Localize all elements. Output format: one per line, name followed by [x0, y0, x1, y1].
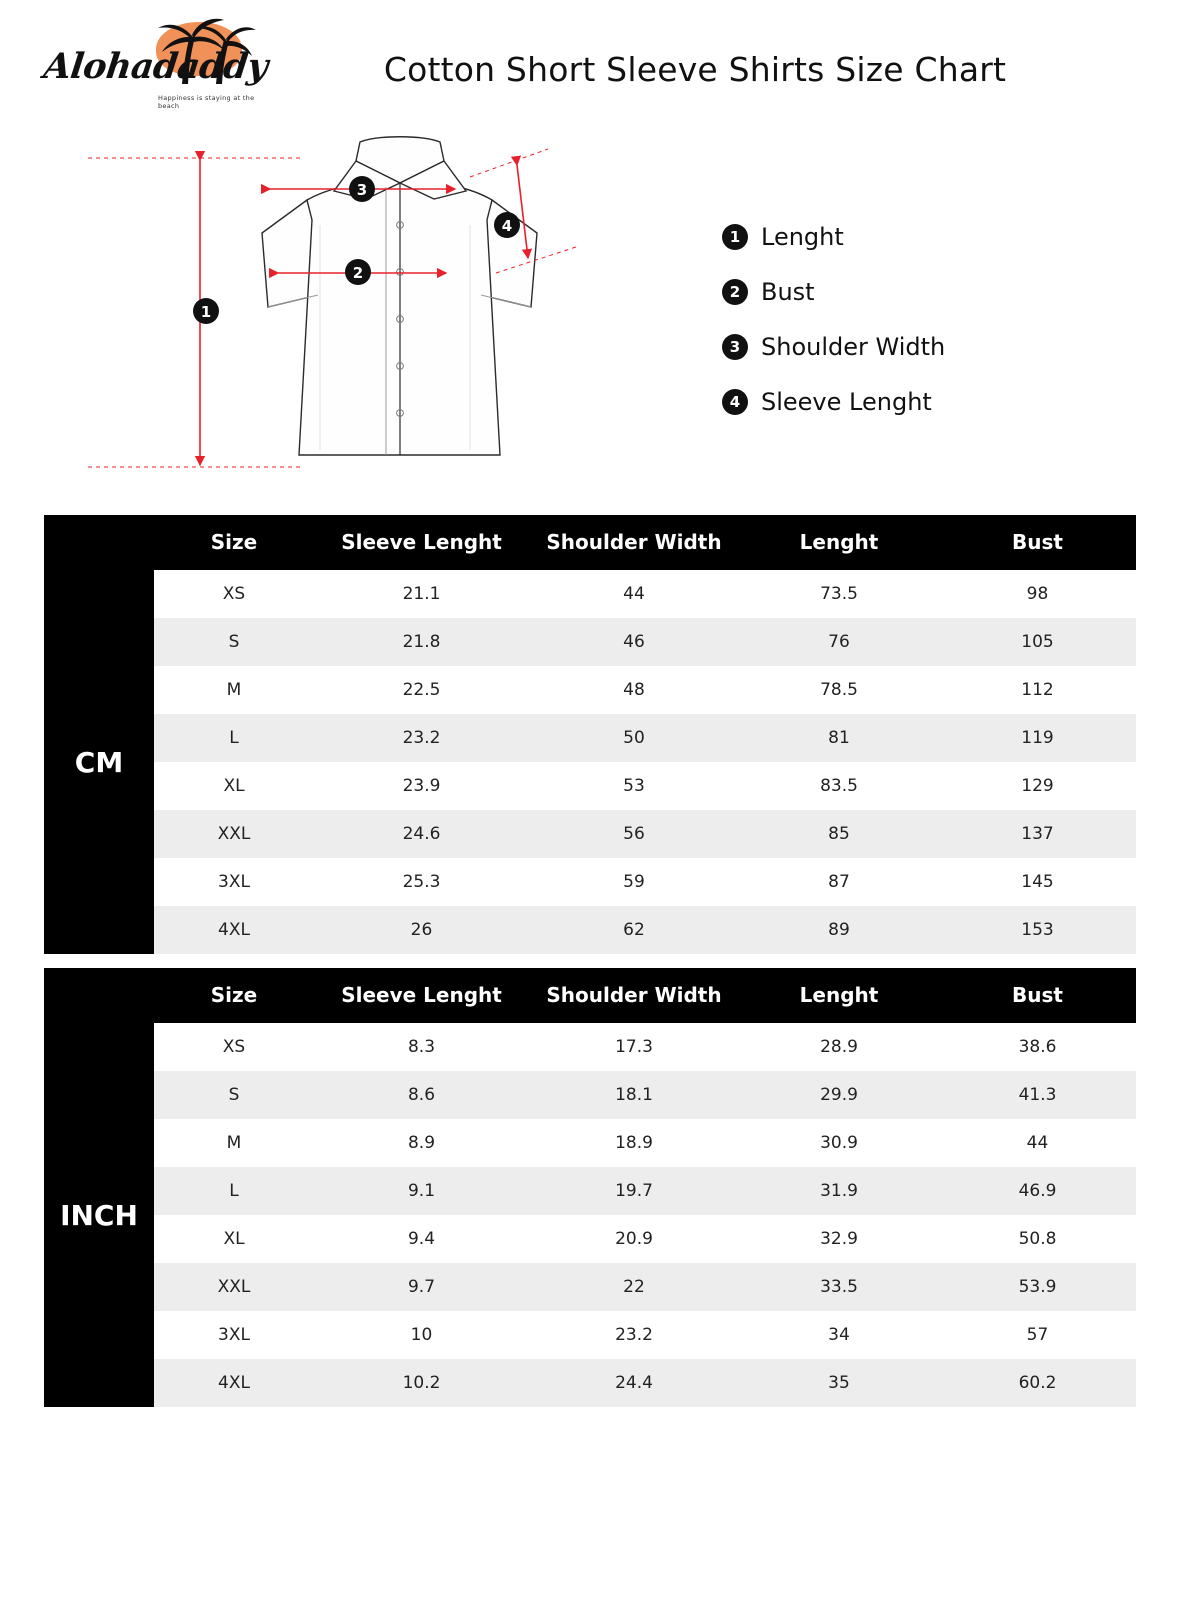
cell-lenght: 87 [739, 858, 939, 906]
cell-bust: 60.2 [939, 1359, 1136, 1407]
cell-lenght: 81 [739, 714, 939, 762]
cell-size: 4XL [154, 906, 314, 954]
cell-size: M [154, 666, 314, 714]
cell-bust: 112 [939, 666, 1136, 714]
table-row [44, 858, 1136, 906]
cell-lenght: 73.5 [739, 570, 939, 618]
cell-shoulder: 50 [529, 714, 739, 762]
cell-shoulder: 19.7 [529, 1167, 739, 1215]
col-lenght: Lenght [739, 968, 939, 1023]
brand-name: Alohadaddy [41, 46, 270, 87]
cell-bust: 119 [939, 714, 1136, 762]
cell-size: S [154, 618, 314, 666]
table-row [44, 1167, 1136, 1215]
cell-bust: 98 [939, 570, 1136, 618]
table-row [44, 714, 1136, 762]
cell-size: XS [154, 570, 314, 618]
shirt-illustration [0, 125, 720, 515]
cell-lenght: 33.5 [739, 1263, 939, 1311]
legend-label-shoulder-width: Shoulder Width [761, 333, 946, 361]
measurement-diagram [0, 125, 1200, 515]
table-row [44, 570, 1136, 618]
cell-sleeve: 23.9 [314, 762, 529, 810]
cell-lenght: 76 [739, 618, 939, 666]
col-sleeve-lenght: Sleeve Lenght [314, 968, 529, 1023]
cell-lenght: 83.5 [739, 762, 939, 810]
cell-shoulder: 62 [529, 906, 739, 954]
cell-size: XXL [154, 1263, 314, 1311]
legend-item-bust [722, 278, 945, 306]
unit-header-spacer [44, 968, 154, 1023]
cell-lenght: 85 [739, 810, 939, 858]
size-table-cm [44, 515, 1156, 954]
col-shoulder-width: Shoulder Width [529, 515, 739, 570]
cell-bust: 105 [939, 618, 1136, 666]
cell-lenght: 34 [739, 1311, 939, 1359]
cell-sleeve: 10.2 [314, 1359, 529, 1407]
cell-bust: 38.6 [939, 1023, 1136, 1071]
legend-item-lenght [722, 223, 945, 251]
cell-size: XL [154, 1215, 314, 1263]
cell-sleeve: 9.1 [314, 1167, 529, 1215]
badge-2: 2 [722, 279, 748, 305]
cell-sleeve: 25.3 [314, 858, 529, 906]
table-row [44, 1263, 1136, 1311]
cell-size: S [154, 1071, 314, 1119]
cell-bust: 41.3 [939, 1071, 1136, 1119]
page-header [0, 0, 1200, 125]
cell-sleeve: 23.2 [314, 714, 529, 762]
cell-lenght: 31.9 [739, 1167, 939, 1215]
cell-size: 4XL [154, 1359, 314, 1407]
table-row [44, 1215, 1136, 1263]
cell-sleeve: 9.4 [314, 1215, 529, 1263]
cell-size: L [154, 714, 314, 762]
page-title: Cotton Short Sleeve Shirts Size Chart [383, 50, 1007, 89]
legend-label-sleeve-lenght: Sleeve Lenght [761, 388, 932, 416]
cell-bust: 129 [939, 762, 1136, 810]
cell-shoulder: 53 [529, 762, 739, 810]
cell-lenght: 28.9 [739, 1023, 939, 1071]
cell-lenght: 89 [739, 906, 939, 954]
cell-size: 3XL [154, 1311, 314, 1359]
table-header-row [44, 968, 1136, 1023]
table-row [44, 1311, 1136, 1359]
unit-label-inch: INCH [44, 1023, 154, 1407]
legend-item-sleeve-lenght [722, 388, 945, 416]
legend-label-lenght: Lenght [761, 223, 844, 251]
col-bust: Bust [939, 515, 1136, 570]
cell-shoulder: 48 [529, 666, 739, 714]
badge-3: 3 [722, 334, 748, 360]
cell-shoulder: 56 [529, 810, 739, 858]
cell-lenght: 78.5 [739, 666, 939, 714]
cell-shoulder: 18.1 [529, 1071, 739, 1119]
cell-size: XS [154, 1023, 314, 1071]
svg-text:2: 2 [352, 264, 364, 282]
svg-text:1: 1 [200, 303, 212, 321]
cell-shoulder: 24.4 [529, 1359, 739, 1407]
col-shoulder-width: Shoulder Width [529, 968, 739, 1023]
cell-bust: 50.8 [939, 1215, 1136, 1263]
col-lenght: Lenght [739, 515, 939, 570]
measurement-legend [722, 223, 945, 443]
badge-1: 1 [722, 224, 748, 250]
size-table-inch [44, 968, 1156, 1407]
table-header-row [44, 515, 1136, 570]
table-row [44, 1119, 1136, 1167]
unit-label-cm: CM [44, 570, 154, 954]
cell-sleeve: 22.5 [314, 666, 529, 714]
brand-logo [38, 14, 268, 114]
cell-sleeve: 21.8 [314, 618, 529, 666]
cell-sleeve: 8.9 [314, 1119, 529, 1167]
cell-shoulder: 18.9 [529, 1119, 739, 1167]
cell-shoulder: 46 [529, 618, 739, 666]
cell-bust: 46.9 [939, 1167, 1136, 1215]
cell-bust: 57 [939, 1311, 1136, 1359]
cell-size: L [154, 1167, 314, 1215]
cell-lenght: 35 [739, 1359, 939, 1407]
cell-sleeve: 9.7 [314, 1263, 529, 1311]
cell-sleeve: 26 [314, 906, 529, 954]
cell-size: XXL [154, 810, 314, 858]
unit-header-spacer [44, 515, 154, 570]
cell-sleeve: 24.6 [314, 810, 529, 858]
table-row [44, 618, 1136, 666]
legend-item-shoulder-width [722, 333, 945, 361]
table-row [44, 762, 1136, 810]
brand-tagline: Happiness is staying at the beach [158, 94, 255, 110]
table-row [44, 666, 1136, 714]
table-row [44, 1359, 1136, 1407]
cell-size: XL [154, 762, 314, 810]
table-row [44, 1023, 1136, 1071]
cell-size: 3XL [154, 858, 314, 906]
cell-shoulder: 23.2 [529, 1311, 739, 1359]
cell-bust: 137 [939, 810, 1136, 858]
table-row [44, 906, 1136, 954]
cell-bust: 53.9 [939, 1263, 1136, 1311]
cell-sleeve: 8.6 [314, 1071, 529, 1119]
svg-text:4: 4 [501, 217, 513, 235]
cell-bust: 153 [939, 906, 1136, 954]
col-size: Size [154, 968, 314, 1023]
cell-shoulder: 17.3 [529, 1023, 739, 1071]
table-row [44, 810, 1136, 858]
cell-shoulder: 44 [529, 570, 739, 618]
cell-bust: 145 [939, 858, 1136, 906]
col-size: Size [154, 515, 314, 570]
badge-4: 4 [722, 389, 748, 415]
cell-size: M [154, 1119, 314, 1167]
col-sleeve-lenght: Sleeve Lenght [314, 515, 529, 570]
cell-sleeve: 21.1 [314, 570, 529, 618]
svg-text:3: 3 [356, 181, 368, 199]
cell-sleeve: 8.3 [314, 1023, 529, 1071]
legend-label-bust: Bust [761, 278, 815, 306]
cell-lenght: 29.9 [739, 1071, 939, 1119]
cell-shoulder: 22 [529, 1263, 739, 1311]
col-bust: Bust [939, 968, 1136, 1023]
cell-lenght: 32.9 [739, 1215, 939, 1263]
table-row [44, 1071, 1136, 1119]
cell-shoulder: 20.9 [529, 1215, 739, 1263]
cell-lenght: 30.9 [739, 1119, 939, 1167]
cell-shoulder: 59 [529, 858, 739, 906]
cell-sleeve: 10 [314, 1311, 529, 1359]
cell-bust: 44 [939, 1119, 1136, 1167]
